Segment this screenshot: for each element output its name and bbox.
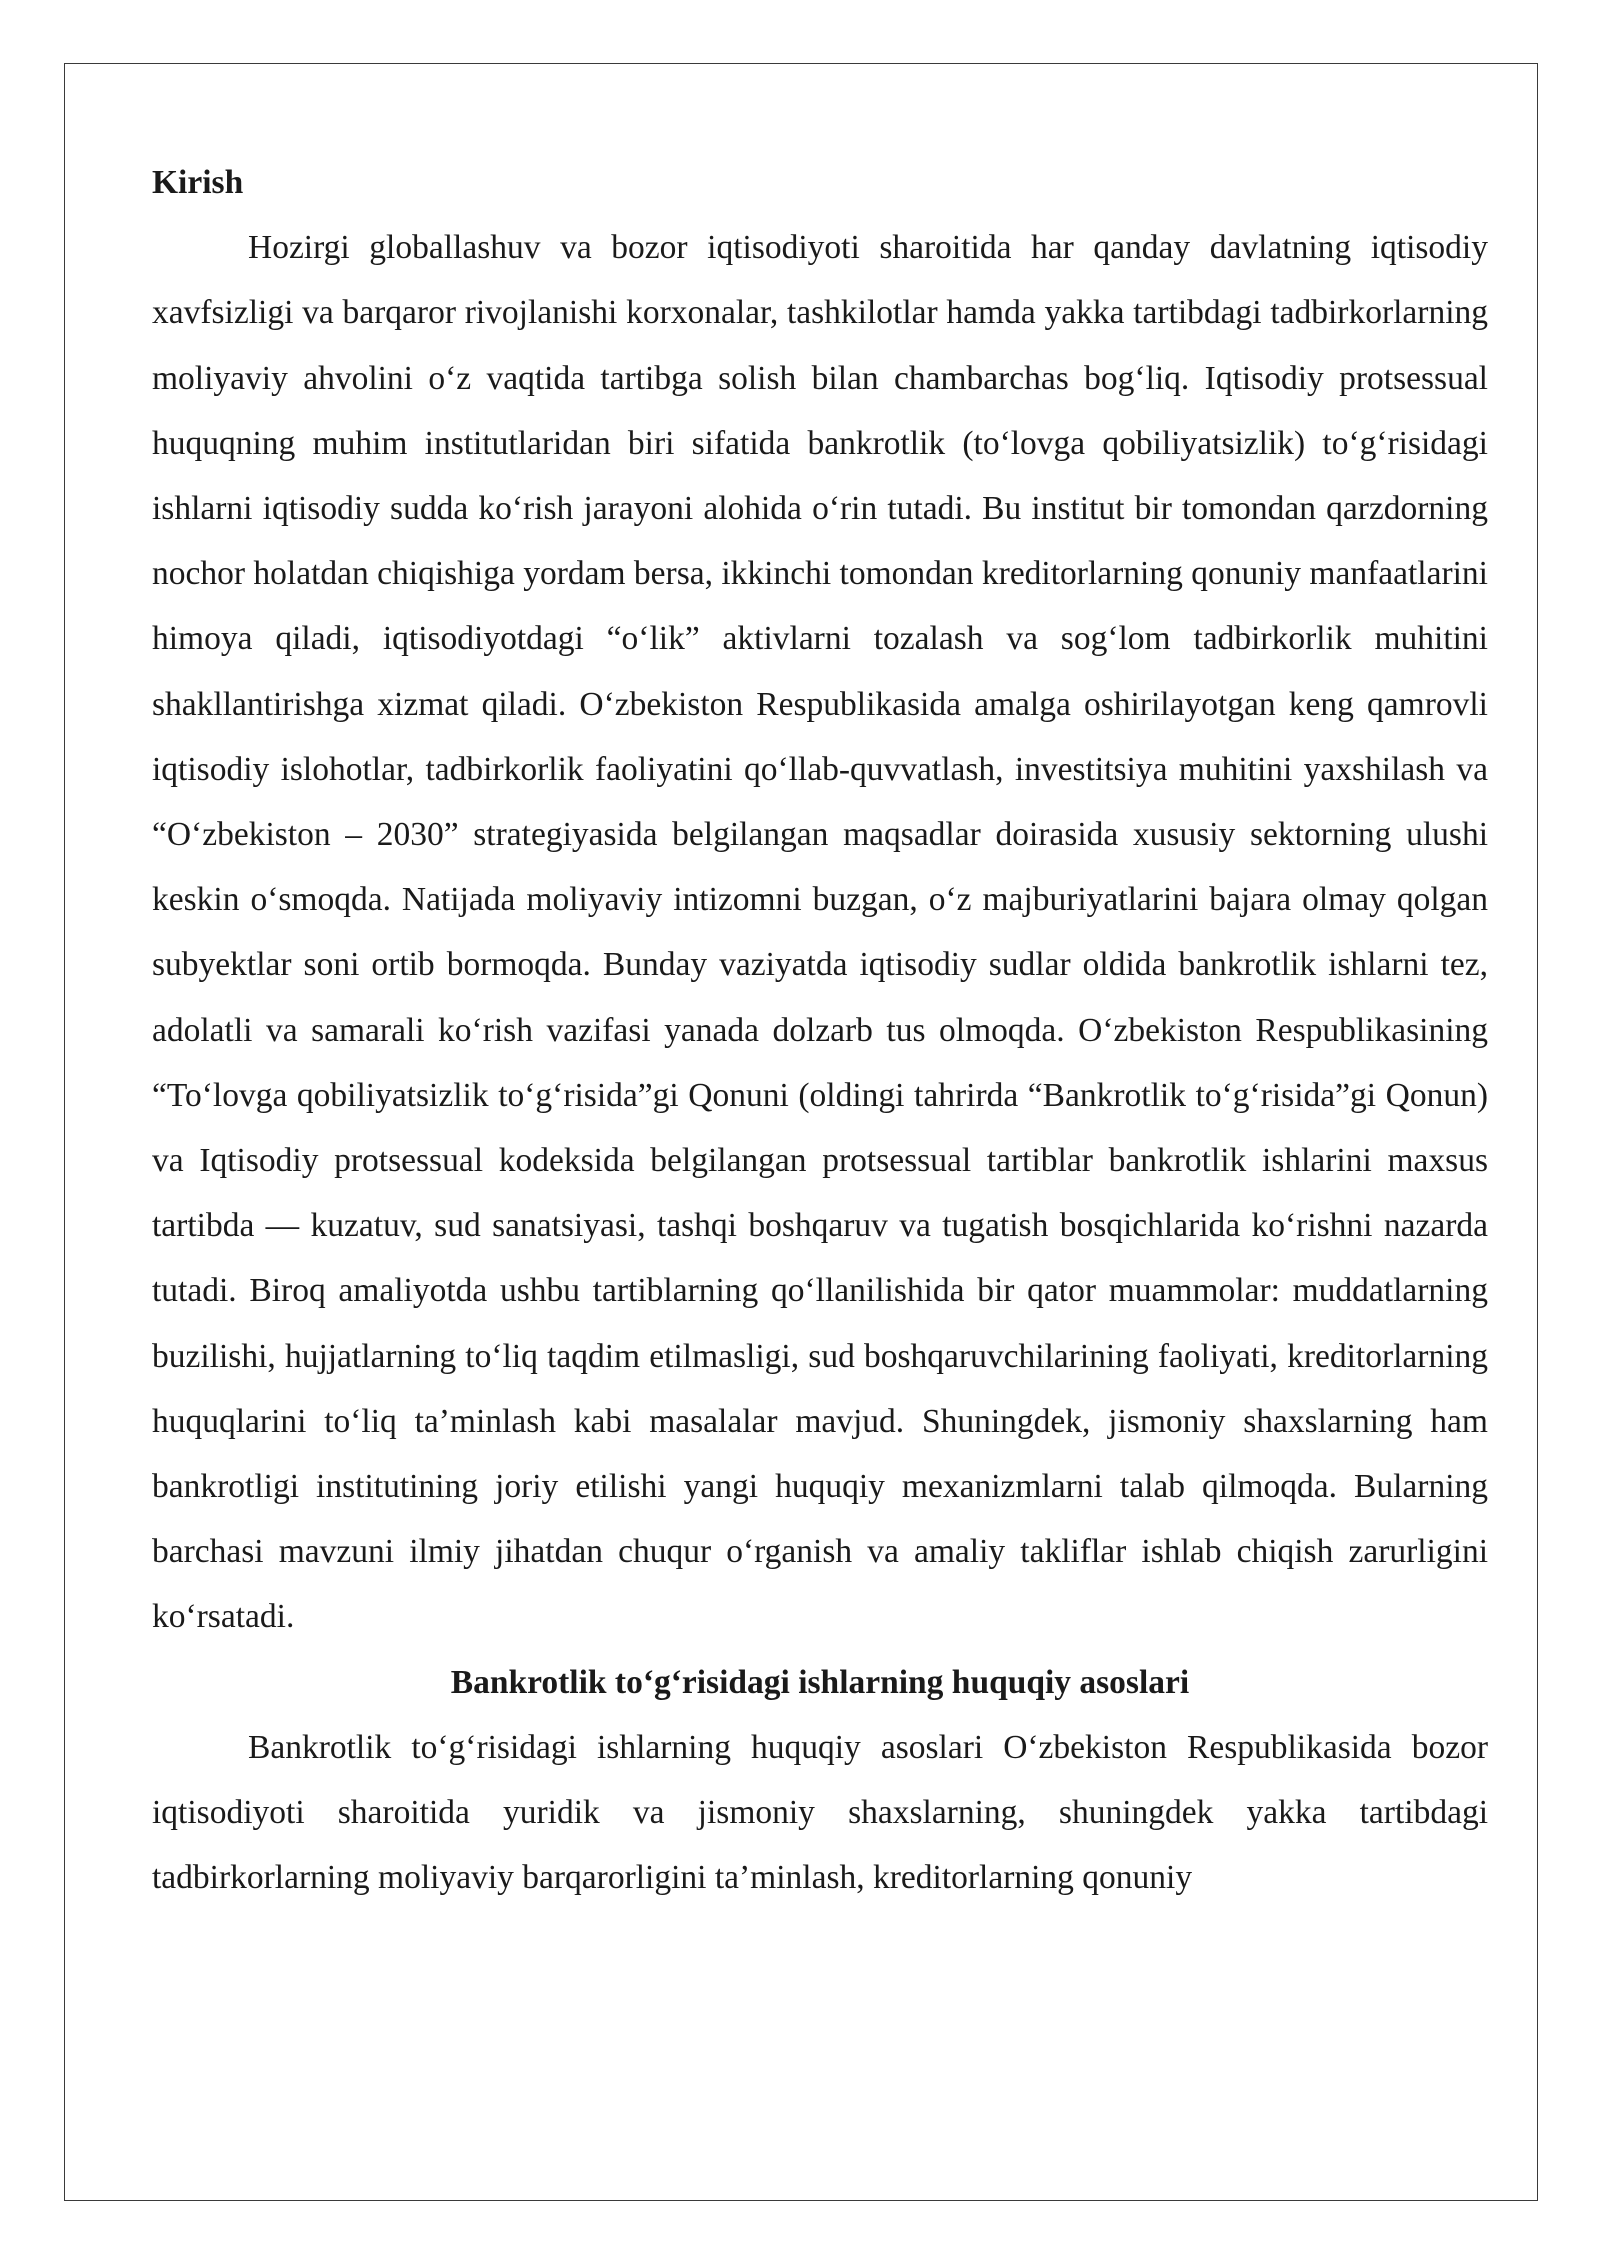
- document-body: [152, 150, 1488, 1910]
- intro-heading: Kirish: [152, 164, 244, 201]
- section-heading: Bankrotlik to‘g‘risidagi ishlarning huquqiy asoslari: [450, 1663, 1190, 1701]
- section-paragraph: Bankrotlik to‘g‘risidagi ishlarning huquqiy asoslari O‘zbekiston Respublikasida bozor iqtisodiyoti sharoitida yuridik va jismoniy shaxslarning, shuningdek yakka tartibdagi tadbirkorlarning moliyaviy barqarorligini ta’minlash, kreditorlarning qonuniy: [152, 1728, 1488, 1897]
- intro-paragraph: Hozirgi globallashuv va bozor iqtisodiyoti sharoitida har qanday davlatning iqtisodiy xavfsizligi va barqaror rivojlanishi korxonalar, tashkilotlar hamda yakka tartibdagi tadbirkorlarning moliyaviy ahvolini o‘z vaqtida tartibga solish bilan chambarchas bog‘liq. Iqtisodiy protsessual huquqning muhim institutlaridan biri sifatida bankrotlik (to‘lovga qobiliyatsizlik) to‘g‘risidagi ishlarni iqtisodiy sudda ko‘rish jarayoni alohida o‘rin tutadi. Bu institut bir tomondan qarzdorning nochor holatdan chiqishiga yordam bersa, ikkinchi tomondan kreditorlarning qonuniy manfaatlarini himoya qiladi, iqtisodiyotdagi “o‘lik” aktivlarni tozalash va sog‘lom tadbirkorlik muhitini shakllantirishga xizmat qiladi. O‘zbekiston Respublikasida amalga oshirilayotgan keng qamrovli iqtisodiy islohotlar, tadbirkorlik faoliyatini qo‘llab-quvvatlash, investitsiya muhitini yaxshilash va “O‘zbekiston – 2030” strategiyasida belgilangan maqsadlar doirasida xususiy sektorning ulushi keskin o‘smoqda. Natijada moliyaviy intizomni buzgan, o‘z majburiyatlarini bajara olmay qolgan subyektlar soni ortib bormoqda. Bunday vaziyatda iqtisodiy sudlar oldida bankrotlik ishlarni tez, adolatli va samarali ko‘rish vazifasi yanada dolzarb tus olmoqda. O‘zbekiston Respublikasining “To‘lovga qobiliyatsizlik to‘g‘risida”gi Qonuni (oldingi tahrirda “Bankrotlik to‘g‘risida”gi Qonun) va Iqtisodiy protsessual kodeksida belgilangan protsessual tartiblar bankrotlik ishlarini maxsus tartibda — kuzatuv, sud sanatsiyasi, tashqi boshqaruv va tugatish bosqichlarida ko‘rishni nazarda tutadi. Biroq amaliyotda ushbu tartiblarning qo‘llanilishida bir qator muammolar: muddatlarning buzilishi, hujjatlarning to‘liq taqdim etilmasligi, sud boshqaruvchilarining faoliyati, kreditorlarning huquqlarini to‘liq ta’minlash kabi masalalar mavjud. Shuningdek, jismoniy shaxslarning ham bankrotligi institutining joriy etilishi yangi huquqiy mexanizmlarni talab qilmoqda. Bularning barchasi mavzuni ilmiy jihatdan chuqur o‘rganish va amaliy takliflar ishlab chiqish zarurligini ko‘rsatadi.: [152, 229, 1488, 1636]
